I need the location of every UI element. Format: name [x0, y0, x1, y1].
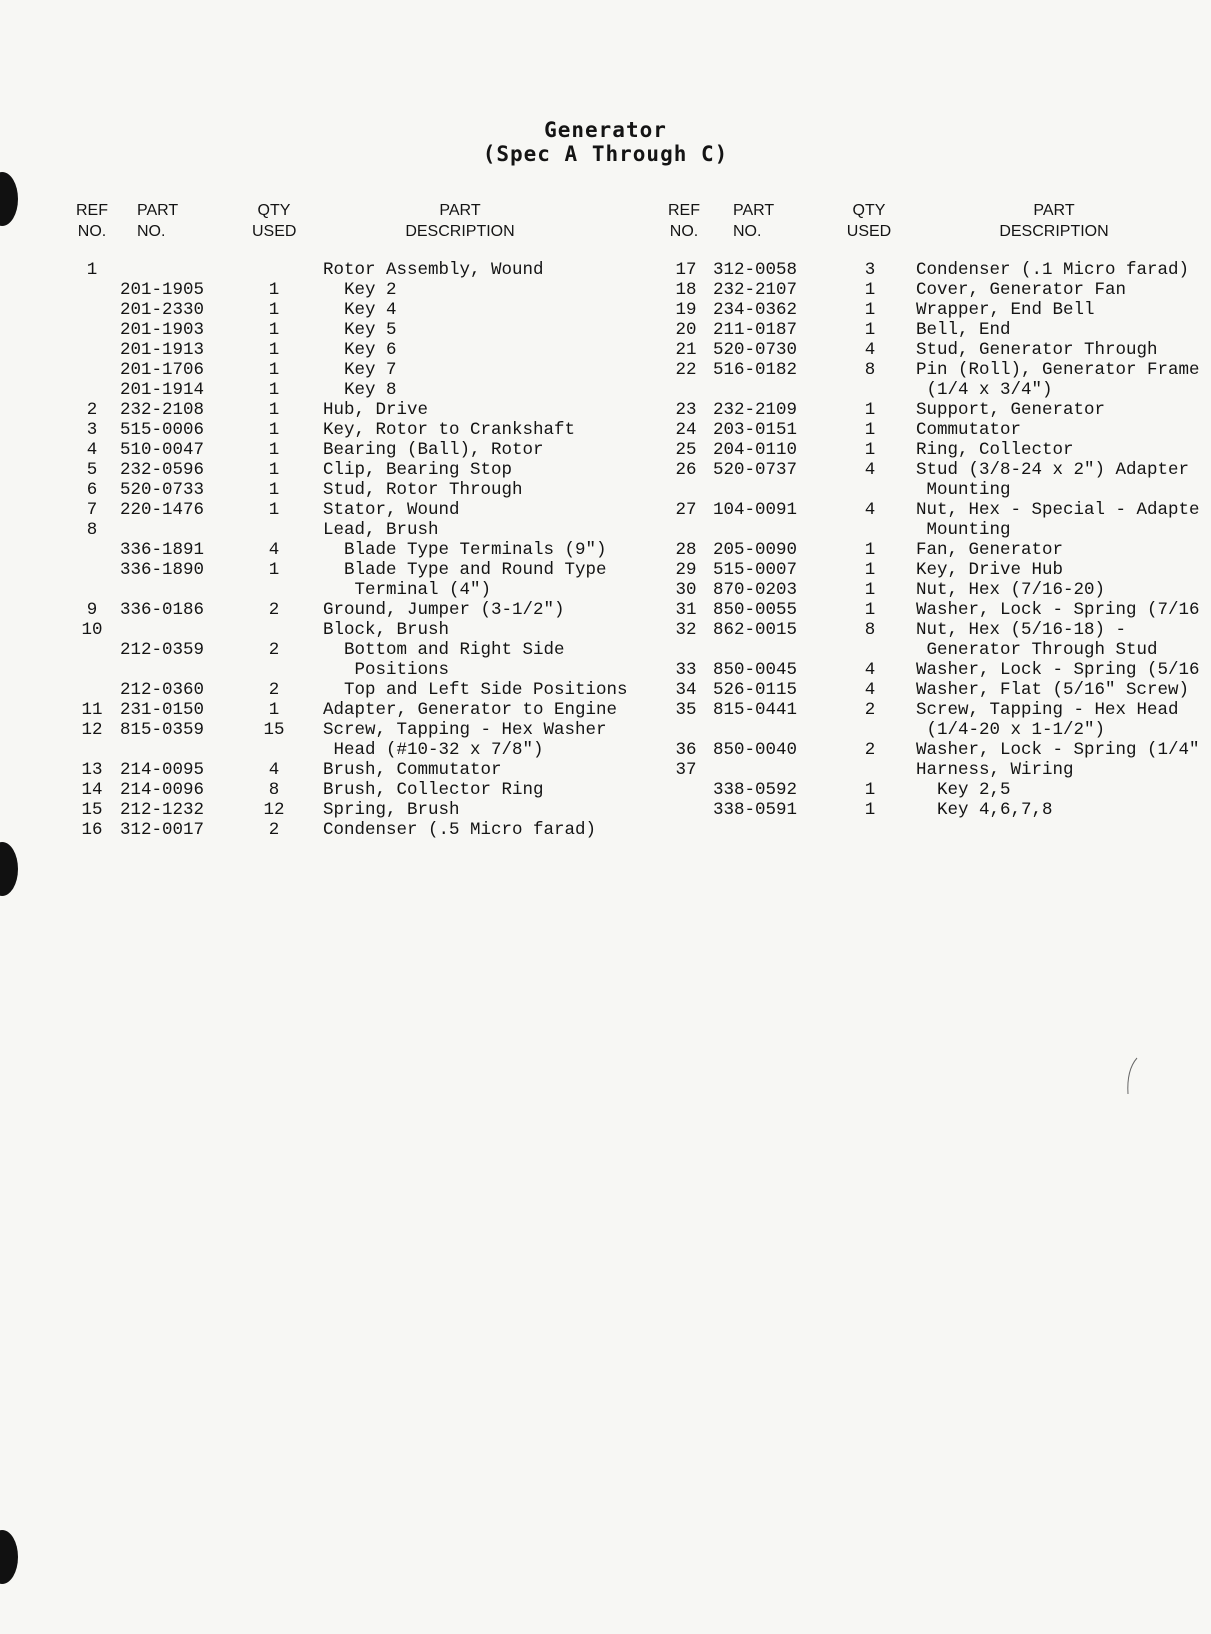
header-desc-line2: DESCRIPTION: [405, 223, 515, 240]
part-no: 201-1905: [120, 280, 205, 300]
qty-used: 4: [268, 540, 280, 560]
part-no: 212-0359: [120, 640, 205, 660]
part-no: 231-0150: [120, 700, 205, 720]
part-description: Terminal (4"): [323, 580, 492, 600]
part-no: 510-0047: [120, 440, 205, 460]
part-description: Ring, Collector: [916, 440, 1074, 460]
table-row: [0, 700, 1211, 720]
qty-used: 8: [864, 620, 876, 640]
part-no: 336-1890: [120, 560, 205, 580]
parts-list-right: [0, 260, 1211, 820]
header-qty-line1: QTY: [852, 202, 886, 219]
part-no: 850-0040: [713, 740, 798, 760]
part-no: 336-1891: [120, 540, 205, 560]
ref-no: 3: [86, 420, 98, 440]
part-no: 516-0182: [713, 360, 798, 380]
part-no: 515-0007: [713, 560, 798, 580]
header-qty-line2: USED: [252, 223, 297, 240]
qty-used: 1: [864, 320, 876, 340]
header-part-no-right: [733, 200, 774, 242]
qty-used: 2: [268, 600, 280, 620]
table-row: [0, 520, 1211, 540]
part-description: Bell, End: [916, 320, 1011, 340]
qty-used: 8: [268, 780, 280, 800]
header-ref-line2: NO.: [77, 223, 107, 240]
part-description: Condenser (.1 Micro farad): [916, 260, 1190, 280]
part-description: Key, Rotor to Crankshaft: [323, 420, 576, 440]
part-description: Stud, Rotor Through: [323, 480, 523, 500]
qty-used: 1: [864, 540, 876, 560]
ref-no: 28: [675, 540, 697, 560]
table-row: [0, 280, 1211, 300]
ref-no: 31: [675, 600, 697, 620]
header-ref-right: [664, 200, 704, 242]
part-no: 312-0017: [120, 820, 205, 840]
header-part-line2: NO.: [733, 223, 762, 240]
part-description: Brush, Commutator: [323, 760, 502, 780]
qty-used: 1: [268, 400, 280, 420]
part-description: Generator Through Stud: [916, 640, 1158, 660]
qty-used: 1: [268, 280, 280, 300]
part-no: 815-0441: [713, 700, 798, 720]
part-no: 201-2330: [120, 300, 205, 320]
ref-no: 11: [81, 700, 103, 720]
ref-no: 6: [86, 480, 98, 500]
part-no: 520-0730: [713, 340, 798, 360]
part-no: 211-0187: [713, 320, 798, 340]
header-part-line1: PART: [733, 202, 775, 219]
header-desc-line1: PART: [439, 202, 481, 219]
part-no: 220-1476: [120, 500, 205, 520]
table-row: [0, 580, 1211, 600]
ref-no: 15: [81, 800, 103, 820]
qty-used: 12: [263, 800, 285, 820]
ref-no: 17: [675, 260, 697, 280]
part-no: 336-0186: [120, 600, 205, 620]
part-no: 214-0096: [120, 780, 205, 800]
part-description: Positions: [323, 660, 450, 680]
ref-no: 35: [675, 700, 697, 720]
ref-no: 9: [86, 600, 98, 620]
part-description: Block, Brush: [323, 620, 450, 640]
part-description: (1/4 x 3/4"): [916, 380, 1053, 400]
ref-no: 8: [86, 520, 98, 540]
part-description: Mounting: [916, 520, 1011, 540]
ref-no: 23: [675, 400, 697, 420]
ref-no: 21: [675, 340, 697, 360]
qty-used: 1: [864, 560, 876, 580]
part-no: 862-0015: [713, 620, 798, 640]
qty-used: 1: [268, 560, 280, 580]
part-no: 232-2108: [120, 400, 205, 420]
ref-no: 14: [81, 780, 103, 800]
part-no: 312-0058: [713, 260, 798, 280]
header-desc-line2: DESCRIPTION: [999, 223, 1109, 240]
part-description: Key 4: [323, 300, 397, 320]
part-description: Mounting: [916, 480, 1011, 500]
qty-used: 1: [864, 420, 876, 440]
table-row: [0, 560, 1211, 580]
part-description: Key 6: [323, 340, 397, 360]
header-part-line2: NO.: [137, 223, 166, 240]
part-description: Top and Left Side Positions: [323, 680, 628, 700]
qty-used: 2: [864, 700, 876, 720]
part-description: Screw, Tapping - Hex Head: [916, 700, 1179, 720]
table-row: [0, 360, 1211, 380]
header-part-line1: PART: [137, 202, 179, 219]
pencil-mark: [1124, 1056, 1140, 1096]
part-description: Bottom and Right Side: [323, 640, 565, 660]
qty-used: 4: [864, 680, 876, 700]
qty-used: 1: [268, 340, 280, 360]
qty-used: 4: [864, 340, 876, 360]
part-no: 201-1903: [120, 320, 205, 340]
part-no: 850-0045: [713, 660, 798, 680]
table-row: [0, 820, 660, 840]
part-description: Key 5: [323, 320, 397, 340]
part-description: Screw, Tapping - Hex Washer: [323, 720, 607, 740]
qty-used: 3: [864, 260, 876, 280]
part-no: 526-0115: [713, 680, 798, 700]
part-description: Lead, Brush: [323, 520, 439, 540]
ref-no: 37: [675, 760, 697, 780]
part-description: Hub, Drive: [323, 400, 429, 420]
part-description: Key, Drive Hub: [916, 560, 1064, 580]
qty-used: 2: [268, 820, 280, 840]
header-ref: [72, 200, 112, 242]
ref-no: 33: [675, 660, 697, 680]
qty-used: 1: [864, 800, 876, 820]
qty-used: 4: [864, 660, 876, 680]
table-row: [0, 480, 1211, 500]
part-no: 815-0359: [120, 720, 205, 740]
qty-used: 1: [268, 300, 280, 320]
qty-used: 1: [864, 440, 876, 460]
header-ref-line1: REF: [668, 202, 700, 219]
part-no: 201-1706: [120, 360, 205, 380]
ref-no: 32: [675, 620, 697, 640]
part-description: Support, Generator: [916, 400, 1106, 420]
ref-no: 18: [675, 280, 697, 300]
part-description: Fan, Generator: [916, 540, 1064, 560]
ref-no: 34: [675, 680, 697, 700]
part-description: Key 8: [323, 380, 397, 400]
binder-hole: [0, 172, 18, 226]
header-desc-line1: PART: [1033, 202, 1075, 219]
qty-used: 2: [864, 740, 876, 760]
qty-used: 1: [864, 600, 876, 620]
part-description: Pin (Roll), Generator Frame: [916, 360, 1200, 380]
part-no: 203-0151: [713, 420, 798, 440]
part-description: (1/4-20 x 1-1/2"): [916, 720, 1106, 740]
qty-used: 1: [864, 280, 876, 300]
part-no: 204-0110: [713, 440, 798, 460]
part-description: Nut, Hex (5/16-18) -: [916, 620, 1127, 640]
part-description: Blade Type and Round Type: [323, 560, 607, 580]
ref-no: 25: [675, 440, 697, 460]
part-description: Bearing (Ball), Rotor: [323, 440, 544, 460]
qty-used: 1: [268, 480, 280, 500]
table-row: [0, 340, 1211, 360]
table-row: [0, 420, 1211, 440]
part-description: Ground, Jumper (3-1/2"): [323, 600, 565, 620]
part-no: 338-0591: [713, 800, 798, 820]
part-description: Nut, Hex (7/16-20): [916, 580, 1106, 600]
table-row: [0, 800, 1211, 820]
table-row: [0, 760, 1211, 780]
part-description: Spring, Brush: [323, 800, 460, 820]
table-row: [0, 540, 1211, 560]
qty-used: 1: [268, 360, 280, 380]
ref-no: 24: [675, 420, 697, 440]
ref-no: 22: [675, 360, 697, 380]
ref-no: 13: [81, 760, 103, 780]
table-row: [0, 300, 1211, 320]
part-no: 520-0737: [713, 460, 798, 480]
table-row: [0, 400, 1211, 420]
qty-used: 1: [864, 580, 876, 600]
part-no: 212-1232: [120, 800, 205, 820]
part-no: 234-0362: [713, 300, 798, 320]
ref-no: 27: [675, 500, 697, 520]
part-description: Key 2: [323, 280, 397, 300]
part-no: 850-0055: [713, 600, 798, 620]
qty-used: 1: [268, 460, 280, 480]
part-description: Stud (3/8-24 x 2") Adapter: [916, 460, 1190, 480]
ref-no: 30: [675, 580, 697, 600]
part-description: Key 4,6,7,8: [916, 800, 1053, 820]
header-ref-line1: REF: [76, 202, 108, 219]
table-row: [0, 640, 1211, 660]
part-description: Condenser (.5 Micro farad): [323, 820, 597, 840]
table-row: [0, 440, 1211, 460]
table-row: [0, 380, 1211, 400]
table-row: [0, 320, 1211, 340]
part-description: Stud, Generator Through: [916, 340, 1158, 360]
part-no: 205-0090: [713, 540, 798, 560]
header-ref-line2: NO.: [669, 223, 699, 240]
ref-no: 5: [86, 460, 98, 480]
part-description: Nut, Hex - Special - Adapte: [916, 500, 1200, 520]
ref-no: 16: [81, 820, 103, 840]
part-no: 201-1914: [120, 380, 205, 400]
part-no: 201-1913: [120, 340, 205, 360]
qty-used: 2: [268, 680, 280, 700]
qty-used: 8: [864, 360, 876, 380]
table-row: [0, 260, 1211, 280]
part-description: Blade Type Terminals (9"): [323, 540, 607, 560]
part-description: Washer, Lock - Spring (1/4": [916, 740, 1200, 760]
ref-no: 4: [86, 440, 98, 460]
table-row: [0, 500, 1211, 520]
table-row: [0, 740, 1211, 760]
table-row: [0, 620, 1211, 640]
part-description: Wrapper, End Bell: [916, 300, 1095, 320]
ref-no: 20: [675, 320, 697, 340]
part-description: Stator, Wound: [323, 500, 460, 520]
part-no: 870-0203: [713, 580, 798, 600]
qty-used: 4: [864, 460, 876, 480]
header-qty-right: [846, 200, 892, 242]
header-qty-line1: QTY: [257, 202, 291, 219]
part-description: Washer, Lock - Spring (5/16: [916, 660, 1200, 680]
table-row: [0, 600, 1211, 620]
table-row: [0, 460, 1211, 480]
qty-used: 1: [268, 700, 280, 720]
qty-used: 1: [268, 320, 280, 340]
part-description: Head (#10-32 x 7/8"): [323, 740, 544, 760]
part-no: 520-0733: [120, 480, 205, 500]
part-description: Brush, Collector Ring: [323, 780, 544, 800]
ref-no: 7: [86, 500, 98, 520]
part-no: 104-0091: [713, 500, 798, 520]
table-row: [0, 660, 1211, 680]
part-description: Adapter, Generator to Engine: [323, 700, 618, 720]
part-no: 212-0360: [120, 680, 205, 700]
ref-no: 2: [86, 400, 98, 420]
ref-no: 1: [86, 260, 98, 280]
part-description: Key 7: [323, 360, 397, 380]
qty-used: 1: [864, 300, 876, 320]
header-description-right: [974, 200, 1134, 242]
qty-used: 2: [268, 640, 280, 660]
page-title: [0, 118, 1211, 166]
qty-used: 1: [864, 780, 876, 800]
table-row: [0, 780, 1211, 800]
ref-no: 19: [675, 300, 697, 320]
qty-used: 1: [268, 380, 280, 400]
ref-no: 10: [81, 620, 103, 640]
part-description: Harness, Wiring: [916, 760, 1074, 780]
qty-used: 1: [268, 420, 280, 440]
part-description: Clip, Bearing Stop: [323, 460, 513, 480]
part-description: Key 2,5: [916, 780, 1011, 800]
part-description: Rotor Assembly, Wound: [323, 260, 544, 280]
header-description: [380, 200, 540, 242]
ref-no: 29: [675, 560, 697, 580]
part-description: Cover, Generator Fan: [916, 280, 1127, 300]
part-description: Commutator: [916, 420, 1022, 440]
qty-used: 1: [268, 500, 280, 520]
header-qty: [252, 200, 296, 242]
qty-used: 4: [268, 760, 280, 780]
qty-used: 1: [864, 400, 876, 420]
part-no: 515-0006: [120, 420, 205, 440]
header-qty-line2: USED: [846, 223, 892, 240]
part-description: Washer, Lock - Spring (7/16: [916, 600, 1200, 620]
qty-used: 4: [864, 500, 876, 520]
table-row: [0, 720, 1211, 740]
part-no: 232-2109: [713, 400, 798, 420]
header-part-no: [137, 200, 178, 242]
title-line-2: (Spec A Through C): [482, 142, 729, 166]
part-description: Washer, Flat (5/16" Screw): [916, 680, 1190, 700]
qty-used: 1: [268, 440, 280, 460]
ref-no: 36: [675, 740, 697, 760]
part-no: 214-0095: [120, 760, 205, 780]
binder-hole: [0, 842, 18, 896]
part-no: 338-0592: [713, 780, 798, 800]
ref-no: 26: [675, 460, 697, 480]
title-line-1: Generator: [544, 118, 667, 142]
part-no: 232-2107: [713, 280, 798, 300]
qty-used: 15: [263, 720, 285, 740]
ref-no: 12: [81, 720, 103, 740]
binder-hole: [0, 1530, 18, 1584]
part-no: 232-0596: [120, 460, 205, 480]
table-row: [0, 680, 1211, 700]
